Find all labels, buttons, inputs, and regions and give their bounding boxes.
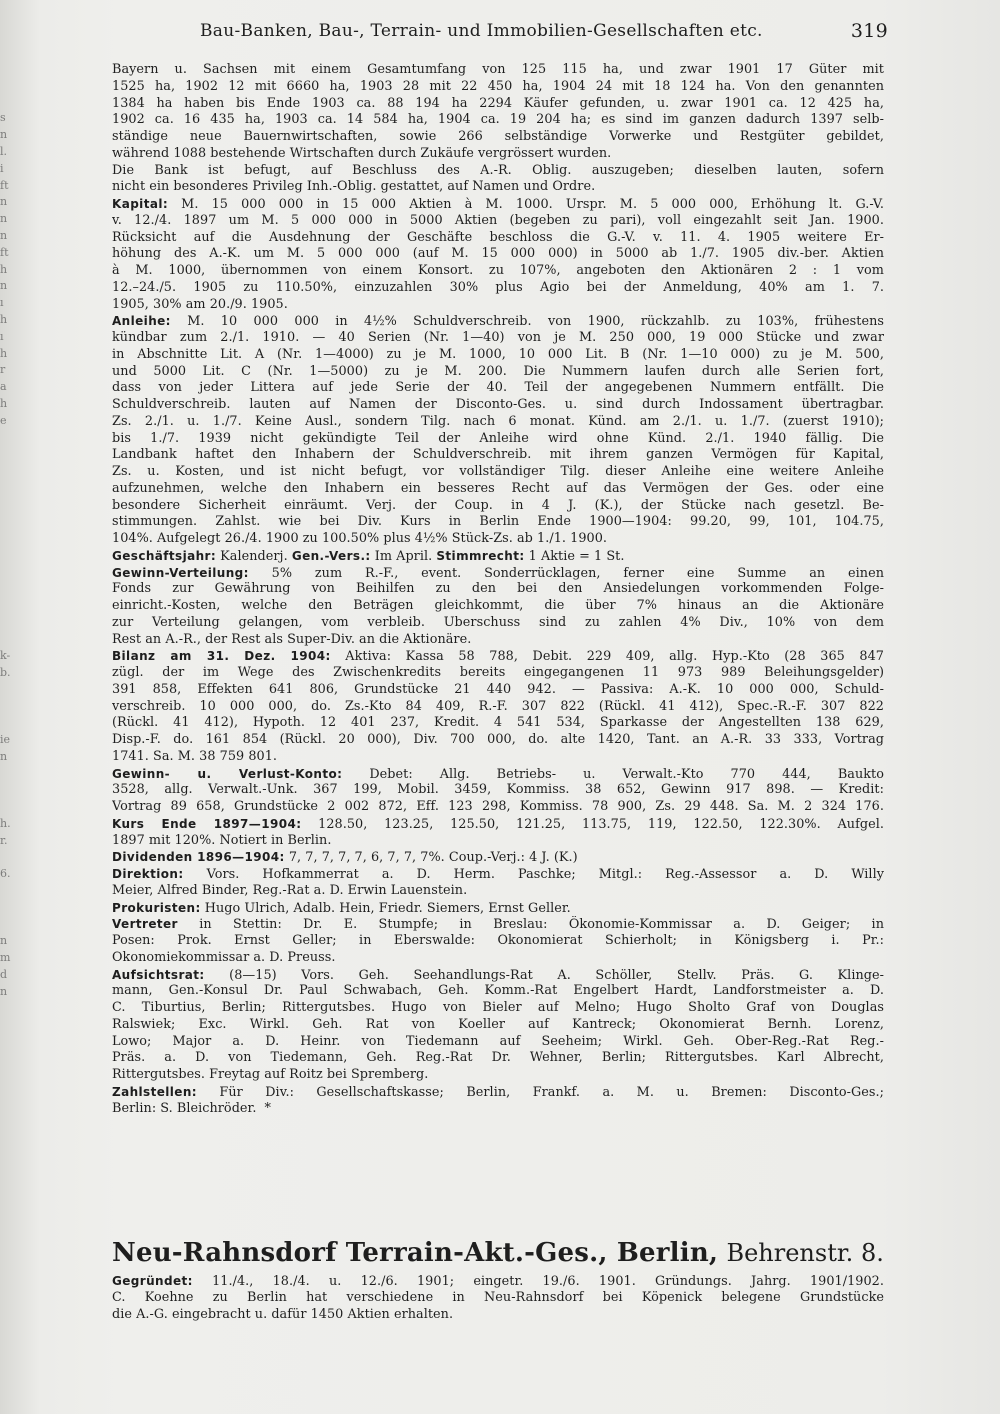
line-text: 104%. Aufgelegt 26./4. 1900 zu 100.50% plus 4½% Stück-Zs. ab 1./1. 1900. <box>112 531 608 546</box>
margin-fragment: n <box>0 195 8 209</box>
line-text: Vors. Hofkammerrat a. D. Herm. Paschke; Mitgl.: Reg.-Assessor a. D. Willy <box>183 867 884 882</box>
line-text: 3528, allg. Verwalt.-Unk. 367 199, Mobil. 3459, Kommiss. 38 652, Gewinn 917 898. — Kredit: <box>112 782 884 798</box>
text-line <box>112 732 884 749</box>
line-text: Ökonomiekommissar a. D. Preuss. <box>112 949 336 965</box>
text-line <box>112 916 884 933</box>
margin-fragment: e <box>0 413 7 427</box>
text-line <box>112 179 884 196</box>
line-text: dass von jeder Littera auf jede Serie der 40. Teil der angegebenen Nummern entfällt. Die <box>112 380 884 396</box>
margin-fragment: ı <box>0 329 4 343</box>
margin-fragment <box>0 1085 28 1102</box>
line-text: aufzunehmen, welche den Inhabern ein besseres Recht auf das Vermögen der Ges. oder eine <box>112 480 884 496</box>
section-label: Geschäftsjahr: <box>112 548 217 563</box>
margin-fragment <box>0 94 28 111</box>
margin-fragment: h <box>0 262 8 276</box>
text-line <box>112 1067 884 1084</box>
text-line <box>112 146 884 163</box>
text-line <box>112 1000 884 1017</box>
text-line <box>112 447 884 464</box>
text-line <box>112 1034 884 1051</box>
line-text: 1905, 30% am 20./9. 1905. <box>112 296 288 312</box>
margin-fragment <box>0 1068 28 1085</box>
company-name: Neu-Rahnsdorf Terrain-Akt.-Ges., Berlin, <box>112 1238 719 1268</box>
section-label: Kapital: <box>112 197 169 211</box>
text-line <box>112 866 884 883</box>
text-line <box>112 648 884 665</box>
margin-fragment <box>0 765 28 782</box>
text-line <box>112 414 884 431</box>
margin-fragment <box>0 1034 28 1051</box>
margin-fragment <box>0 1118 28 1135</box>
section-label: Zahlstellen: <box>112 1084 197 1099</box>
text-line <box>112 213 884 230</box>
line-text: 11./4., 18./4. u. 12./6. 1901; eingetr. 19./6. 1901. Gründungs. Jahrg. 1901/1902. <box>192 1274 884 1289</box>
margin-fragment <box>0 1101 28 1118</box>
text-line <box>112 112 884 129</box>
line-text: Rücksicht auf die Ausdehnung der Geschäfte beschloss die G.-V. v. 11. 4. 1905 weitere Er- <box>112 229 884 245</box>
text-line <box>112 129 884 146</box>
line-text: Debet: Allg. Betriebs- u. Verwalt.-Kto 770 444, Baukto <box>342 766 884 782</box>
line-text: C. Koehne zu Berlin hat verschiedene in Neu-Rahnsdorf bei Köpenick belegene Grundstücke <box>112 1289 884 1305</box>
text-line <box>112 833 884 850</box>
line-text: 1897 mit 120%. Notiert in Berlin. <box>112 832 332 848</box>
margin-fragment <box>0 681 28 698</box>
margin-fragment <box>0 1169 28 1186</box>
line-text: Posen: Prok. Ernst Geller; in Eberswalde: Ökonomierat Schierholt; in Königsberg i. Pr.: <box>112 933 884 948</box>
section-label: Dividenden 1896—1904: <box>112 850 285 865</box>
text-line <box>112 1290 884 1307</box>
line-text: Zs. 2./1. u. 1./7. Keine Ausl., sondern Tilg. nach 6 monat. Künd. am 2./1. u. 1./7. (zuerst 1910); <box>112 413 884 429</box>
text-line <box>112 347 884 364</box>
text-line <box>112 313 884 330</box>
margin-fragment: h. <box>0 816 11 830</box>
margin-fragment <box>0 598 28 615</box>
entry-body-text <box>112 62 884 1117</box>
margin-fragment: a <box>0 380 7 394</box>
margin-fragment <box>0 883 28 900</box>
margin-fragment: r <box>0 363 6 377</box>
margin-fragment <box>0 900 28 917</box>
text-line <box>112 983 884 1000</box>
text-line <box>112 397 884 414</box>
text-line <box>112 933 884 950</box>
margin-fragment <box>0 1152 28 1169</box>
line-text: Rittergutsbes. Freytag auf Roitz bei Spremberg. <box>112 1067 429 1082</box>
text-line <box>112 766 884 783</box>
margin-fragment <box>0 547 28 564</box>
text-line <box>112 280 884 297</box>
margin-fragment <box>0 917 28 934</box>
margin-fragment: n <box>0 212 8 226</box>
text-line <box>112 715 884 732</box>
margin-fragment <box>0 715 28 732</box>
text-line <box>112 849 884 866</box>
margin-fragment <box>0 480 28 497</box>
text-line <box>112 464 884 481</box>
line-text: Lowo; Major a. D. Heinr. von Tiedemann auf Seeheim; Wirkl. Geh. Ober-Reg.-Rat Reg.- <box>112 1033 884 1049</box>
text-line <box>112 632 884 649</box>
margin-fragment: l. <box>0 144 8 158</box>
margin-fragment: h <box>0 312 8 326</box>
line-text: 1525 ha, 1902 12 mit 6660 ha, 1903 28 mit 22 450 ha, 1904 24 mit 18 124 ha. Von den genannten <box>112 78 884 94</box>
line-text: Bayern u. Sachsen mit einem Gesamtumfang von 125 115 ha, und zwar 1901 17 Güter mit <box>112 62 884 77</box>
line-text: nicht ein besonderes Privileg Inh.-Oblig. gestattet, auf Namen und Ordre. <box>112 179 596 195</box>
facing-page-margin-fragments <box>0 60 28 1380</box>
line-text: zur Verteilung gelangen, vom verbleib. Überschuss sind zu zahlen 4% Div., 10% von dem <box>112 614 884 630</box>
line-text: kündbar zum 2./1. 1910. — 40 Serien (Nr. 1—40) von je M. 250 000, 19 000 Stücke und zwar <box>112 330 884 345</box>
text-line <box>112 246 884 263</box>
line-text: 1902 ca. 16 435 ha, 1903 ca. 14 584 ha, 1904 ca. 19 204 ha; es sind im ganzen dadurch 1397 selb- <box>112 112 884 128</box>
text-line <box>112 330 884 347</box>
section-label: Gewinn- u. Verlust-Konto: <box>112 766 343 781</box>
line-text: Zs. u. Kosten, und ist nicht befugt, vor vollständiger Tilg. dieser Anleihe eine weitere Anleihe <box>112 464 884 479</box>
text-line <box>112 1050 884 1067</box>
line-text: Ralswiek; Exc. Wirkl. Geh. Rat von Koeller auf Kantreck; Ökonomierat Bernh. Lorenz, <box>112 1016 884 1032</box>
line-text: Rest an A.-R., der Rest als Super-Div. an die Aktionäre. <box>112 631 472 647</box>
margin-fragment <box>0 514 28 531</box>
line-text: stimmungen. Zahlst. wie bei Div. Kurs in Berlin Ende 1900—1904: 99.20, 99, 101, 104.75, <box>112 514 884 530</box>
text-line <box>112 481 884 498</box>
text-line <box>112 749 884 766</box>
line-text: 12.–24./5. 1905 zu 110.50%, einzuzahlen 30% plus Agio bei der Anmeldung, 40% am 1. 7. <box>112 279 884 295</box>
margin-fragment <box>0 1185 28 1202</box>
section-label: Bilanz am 31. Dez. 1904: <box>112 649 331 664</box>
section-label: Anleihe: <box>112 314 171 329</box>
company-address: Behrenstr. 8. <box>726 1239 884 1267</box>
line-text: M. 10 000 000 in 4½% Schuldverschreib. von 1900, rückzahlb. zu 103%, frühestens <box>170 314 884 330</box>
text-line <box>112 196 884 213</box>
line-text: Kalenderj. <box>216 548 292 564</box>
line-text: Im April. <box>370 548 437 564</box>
margin-fragment <box>0 614 28 631</box>
text-line <box>112 699 884 716</box>
line-text: höhung des A.-K. um M. 5 000 000 (auf M. 15 000 000) in 5000 ab 1./7. 1905 div.-ber. Aktien <box>112 246 884 262</box>
line-text: und 5000 Lit. C (Nr. 1—5000) zu je M. 200. Die Nummern laufen durch alle Serien fort, <box>112 363 884 379</box>
margin-fragment: k- <box>0 648 11 662</box>
margin-fragment: n <box>0 934 8 948</box>
margin-fragment <box>0 497 28 514</box>
margin-fragment <box>0 60 28 77</box>
text-line <box>112 665 884 682</box>
margin-fragment <box>0 430 28 447</box>
margin-fragment: s <box>0 111 6 125</box>
section-label: Direktion: <box>112 867 184 881</box>
text-line <box>112 1084 884 1101</box>
line-text: in Abschnitte Lit. A (Nr. 1—4000) zu je M. 1000, 10 000 Lit. B (Nr. 1—10 000) zu je M. 500, <box>112 346 884 362</box>
text-line <box>112 816 884 833</box>
margin-fragment: n <box>0 228 8 242</box>
text-line <box>112 615 884 632</box>
line-text: in Stettin: Dr. E. Stumpfe; in Breslau: Ökonomie-Kommissar a. D. Geiger; in <box>177 917 884 933</box>
margin-fragment: r. <box>0 833 8 847</box>
line-text: die A.-G. eingebracht u. dafür 1450 Aktien erhalten. <box>112 1306 454 1322</box>
text-line <box>112 581 884 598</box>
text-line <box>112 900 884 917</box>
text-line <box>112 79 884 96</box>
line-text: Berlin: S. Bleichröder. <box>112 1100 257 1116</box>
margin-fragment: i <box>0 161 4 175</box>
line-text: v. 12./4. 1897 um M. 5 000 000 in 5000 Aktien (begeben zu pari), voll eingezahlt seit Jan. 1900. <box>112 212 884 228</box>
margin-fragment <box>0 1017 28 1034</box>
margin-fragment <box>0 463 28 480</box>
margin-fragment: ı <box>0 296 4 310</box>
section-label: Kurs Ende 1897—1904: <box>112 816 302 831</box>
running-title: Bau-Banken, Bau-, Terrain- und Immobilien-Gesellschaften etc. <box>200 21 763 41</box>
section-label: Gewinn-Verteilung: <box>112 565 249 580</box>
line-text: 1384 ha haben bis Ende 1903 ca. 88 194 ha 2294 Käufer gefunden, u. zwar 1901 ca. 12 425 ha, <box>112 95 884 111</box>
margin-fragment <box>0 77 28 94</box>
company-heading <box>112 1236 884 1270</box>
margin-fragment <box>0 1001 28 1018</box>
section-label: Stimmrecht: <box>436 548 525 563</box>
section-label: Prokuristen: <box>112 900 201 915</box>
line-text: Aktiva: Kassa 58 788, Debit. 229 409, allg. Hyp.-Kto (28 365 847 <box>330 649 884 665</box>
line-text: während 1088 bestehende Wirtschaften durch Zukäufe vergrössert wurden. <box>112 145 612 161</box>
section-label: Aufsichtsrat: <box>112 967 205 982</box>
text-line <box>112 967 884 984</box>
text-line <box>112 782 884 799</box>
margin-fragment <box>0 564 28 581</box>
line-text: einricht.-Kosten, welche den Beträgen gleichkommt, die über 7% hinaus an die Aktionäre <box>112 598 884 613</box>
line-text: Vortrag 89 658, Grundstücke 2 002 872, Eff. 123 298, Kommiss. 78 900, Zs. 29 448. Sa. M. 2 324 176. <box>112 799 884 814</box>
line-text: Präs. a. D. von Tiedemann, Geh. Reg.-Rat Dr. Wehner, Berlin; Rittergutsbes. Karl Albrecht, <box>112 1050 884 1066</box>
text-line <box>112 548 884 565</box>
margin-fragment: n <box>0 128 8 142</box>
line-text: 7, 7, 7, 7, 7, 6, 7, 7, 7%. Coup.-Verj.: 4 J. (K.) <box>284 850 578 866</box>
margin-fragment: m <box>0 951 11 965</box>
text-line <box>112 514 884 531</box>
margin-fragment: d <box>0 968 8 982</box>
text-line <box>112 598 884 615</box>
line-text: bis 1./7. 1939 nicht gekündigte Teil der Anleihe wird ohne Künd. 2./1. 1940 fällig. Die <box>112 430 884 446</box>
line-text: mann, Gen.-Konsul Dr. Paul Schwabach, Geh. Komm.-Rat Engelbert Hardt, Landforstmeister a. D. <box>112 983 884 999</box>
line-text: à M. 1000, übernommen von einem Konsort. zu 107%, angeboten den Aktionären 2 : 1 vom <box>112 263 884 278</box>
line-text: (Rückl. 41 412), Hypoth. 12 401 237, Kredit. 4 541 534, Sparkasse der Angestellten 138 629, <box>112 715 884 731</box>
margin-fragment: ie <box>0 732 11 746</box>
text-line <box>112 431 884 448</box>
line-text: verschreib. 10 000 000, do. Zs.-Kto 84 409, R.-F. 307 822 (Rückl. 41 412), Spec.-R.-F. 307 822 <box>112 698 884 714</box>
section-label: Gegründet: <box>112 1274 193 1288</box>
line-text: C. Tiburtius, Berlin; Rittergutsbes. Hugo von Bieler auf Melno; Hugo Sholto Graf von Douglas <box>112 1000 884 1015</box>
margin-fragment <box>0 530 28 547</box>
text-line <box>112 1017 884 1034</box>
line-text: zügl. der im Wege des Zwischenkredits bereits eingegangenen 11 973 989 Beleihungsgelder) <box>112 665 884 680</box>
line-text: 1 Aktie = 1 St. <box>524 548 625 564</box>
line-text: Schuldverschreib. lauten auf Namen der Disconto-Ges. u. sind durch Indossament übertragbar. <box>112 397 884 412</box>
line-text: 128.50, 123.25, 125.50, 121.25, 113.75, 119, 122.50, 122.30%. Aufgel. <box>301 816 884 832</box>
margin-fragment: b. <box>0 665 11 679</box>
margin-fragment <box>0 1135 28 1152</box>
line-text: Für Div.: Gesellschaftskasse; Berlin, Frankf. a. M. u. Bremen: Disconto-Ges.; <box>196 1084 884 1100</box>
margin-fragment: n <box>0 984 8 998</box>
margin-fragment <box>0 849 28 866</box>
margin-fragment <box>0 698 28 715</box>
text-line <box>112 380 884 397</box>
text-line <box>112 1101 884 1118</box>
margin-fragment <box>0 581 28 598</box>
line-text: Landbank haftet den Inhabern der Schuldverschreib. mit ihrem ganzen Vermögen für Kapital, <box>112 447 884 463</box>
text-line <box>112 1307 884 1324</box>
running-header <box>200 16 890 46</box>
text-line <box>112 230 884 247</box>
line-text: 5% zum R.-F., event. Sonderrücklagen, ferner eine Summe an einen <box>248 565 884 581</box>
margin-fragment <box>0 446 28 463</box>
text-line <box>112 163 884 180</box>
margin-fragment <box>0 782 28 799</box>
text-line <box>112 1273 884 1290</box>
line-text: Hugo Ulrich, Adalb. Hein, Friedr. Siemers, Ernst Geller. <box>200 900 571 916</box>
page-number: 319 <box>850 20 888 42</box>
line-text: Fonds zur Gewährung von Beihilfen zu den bei den Ansiedelungen vorkommenden Folge- <box>112 581 884 597</box>
text-line <box>112 565 884 582</box>
line-text: Meier, Alfred Binder, Reg.-Rat a. D. Erwin Lauenstein. <box>112 882 468 898</box>
margin-fragment: n <box>0 279 8 293</box>
margin-fragment: ft <box>0 245 9 259</box>
margin-fragment: 6. <box>0 867 11 881</box>
next-entry-text <box>112 1273 884 1323</box>
text-line <box>112 531 884 548</box>
line-text: Die Bank ist befugt, auf Beschluss des A.-R. Oblig. auszugeben; dieselben lauten, sofern <box>112 162 884 178</box>
end-mark: * <box>264 1100 271 1116</box>
text-line <box>112 297 884 314</box>
section-label: Gen.-Vers.: <box>291 548 371 563</box>
text-line <box>112 883 884 900</box>
line-text: M. 15 000 000 in 15 000 Aktien à M. 1000. Urspr. M. 5 000 000, Erhöhung lt. G.-V. <box>168 197 884 212</box>
line-text: 391 858, Effekten 641 806, Grundstücke 21 440 942. — Passiva: A.-K. 10 000 000, Schuld- <box>112 681 884 697</box>
margin-fragment: h <box>0 346 8 360</box>
text-line <box>112 96 884 113</box>
text-line <box>112 62 884 79</box>
text-line <box>112 364 884 381</box>
text-line <box>112 498 884 515</box>
text-line <box>112 263 884 280</box>
line-text: besondere Sicherheit einräumt. Verj. der Coup. in 4 J. (K.), der Stücke nach gesetzl. Be- <box>112 497 884 513</box>
line-text: 1741. Sa. M. 38 759 801. <box>112 748 278 764</box>
margin-fragment <box>0 1051 28 1068</box>
margin-fragment: n <box>0 749 8 763</box>
section-label: Vertreter <box>112 917 178 932</box>
line-text: (8—15) Vors. Geh. Seehandlungs-Rat A. Schöller, Stellv. Präs. G. Klinge- <box>204 967 884 983</box>
margin-fragment <box>0 799 28 816</box>
text-line <box>112 950 884 967</box>
text-line <box>112 682 884 699</box>
margin-fragment <box>0 631 28 648</box>
margin-fragment: ft <box>0 178 9 192</box>
line-text: ständige neue Bauernwirtschaften, sowie 266 selbständige Vorwerke und Restgüter gebildet, <box>112 129 884 144</box>
margin-fragment: h <box>0 396 8 410</box>
line-text: Disp.-F. do. 161 854 (Rückl. 20 000), Div. 700 000, do. alte 1420, Tant. an A.-R. 33 333, Vortrag <box>112 732 884 747</box>
text-line <box>112 799 884 816</box>
